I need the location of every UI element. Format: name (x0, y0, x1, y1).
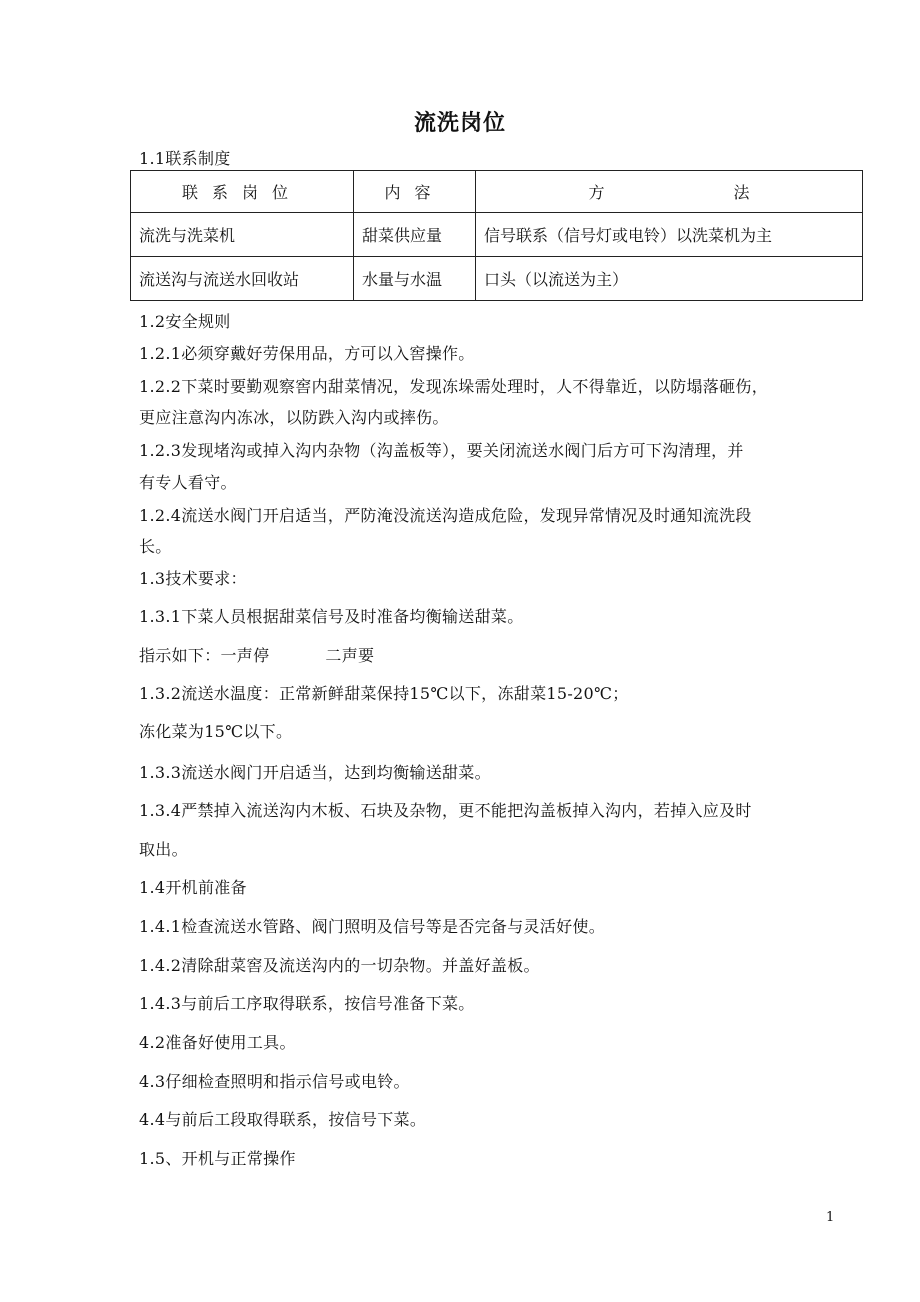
paragraph-1-4-3: 1.4.3与前后工序取得联系，按信号准备下菜。 (139, 994, 475, 1013)
section-heading-1-2: 1.2安全规则 (139, 312, 231, 331)
table-cell: 水量与水温 (354, 257, 476, 301)
table-cell: 口头（以流送为主） (476, 257, 863, 301)
signal-want: 二声要 (325, 646, 375, 665)
table-cell: 信号联系（信号灯或电铃）以洗菜机为主 (476, 213, 863, 257)
header-content: 内容 (354, 171, 476, 213)
header-post: 联系岗位 (131, 171, 354, 213)
paragraph-1-3-3: 1.3.3流送水阀门开启适当，达到均衡输送甜菜。 (139, 763, 491, 782)
paragraph-1-3-1: 1.3.1下菜人员根据甜菜信号及时准备均衡输送甜菜。 (139, 607, 524, 626)
paragraph-1-2-4-line-1: 1.2.4流送水阀门开启适当，严防淹没流送沟造成危险，发现异常情况及时通知流洗段 (139, 506, 752, 525)
signal-indication (139, 643, 374, 666)
paragraph-4-4: 4.4与前后工段取得联系，按信号下菜。 (139, 1110, 427, 1129)
section-heading-1-3: 1.3技术要求： (139, 569, 247, 588)
table-cell: 流洗与洗菜机 (131, 213, 354, 257)
section-heading-1-4: 1.4开机前准备 (139, 878, 247, 897)
table-row (131, 257, 863, 301)
table-cell: 甜菜供应量 (354, 213, 476, 257)
page-title: 流洗岗位 (413, 111, 506, 136)
signal-stop: 指示如下：一声停 (139, 646, 270, 665)
paragraph-4-3: 4.3仔细检查照明和指示信号或电铃。 (139, 1072, 410, 1091)
paragraph-1-2-2-line-1: 1.2.2下菜时要勤观察窖内甜菜情况，发现冻垛需处理时，人不得靠近，以防塌落砸伤， (139, 377, 769, 396)
contact-table (130, 170, 863, 301)
section-heading-1-5: 1.5、开机与正常操作 (139, 1149, 296, 1168)
paragraph-1-3-2-line-2: 冻化菜为15℃以下。 (139, 722, 293, 741)
header-method-char-1: 方 (588, 183, 605, 202)
table-row (131, 213, 863, 257)
paragraph-1-2-3-line-2: 有专人看守。 (139, 473, 237, 492)
section-heading-1-1: 1.1联系制度 (139, 149, 231, 168)
paragraph-1-3-4-line-1: 1.3.4严禁掉入流送沟内木板、石块及杂物，更不能把沟盖板掉入沟内，若掉入应及时 (139, 801, 752, 820)
header-method (476, 171, 863, 213)
table-cell: 流送沟与流送水回收站 (131, 257, 354, 301)
paragraph-1-2-2-line-2: 更应注意沟内冻冰，以防跌入沟内或摔伤。 (139, 408, 449, 427)
paragraph-1-2-4-line-2: 长。 (139, 537, 172, 556)
paragraph-1-3-4-line-2: 取出。 (139, 840, 188, 859)
paragraph-1-2-3-line-1: 1.2.3发现堵沟或掉入沟内杂物（沟盖板等），要关闭流送水阀门后方可下沟清理，并 (139, 441, 744, 460)
page-number: 1 (826, 1210, 835, 1225)
paragraph-1-2-1: 1.2.1必须穿戴好劳保用品，方可以入窖操作。 (139, 344, 475, 363)
paragraph-1-3-2: 1.3.2流送水温度：正常新鲜甜菜保持15℃以下，冻甜菜15-20℃； (139, 684, 629, 703)
header-method-char-2: 法 (733, 183, 750, 202)
table-header-row (131, 171, 863, 213)
paragraph-1-4-1: 1.4.1检查流送水管路、阀门照明及信号等是否完备与灵活好使。 (139, 917, 606, 936)
paragraph-1-4-2: 1.4.2清除甜菜窖及流送沟内的一切杂物。并盖好盖板。 (139, 956, 540, 975)
paragraph-4-2: 4.2准备好使用工具。 (139, 1033, 296, 1052)
